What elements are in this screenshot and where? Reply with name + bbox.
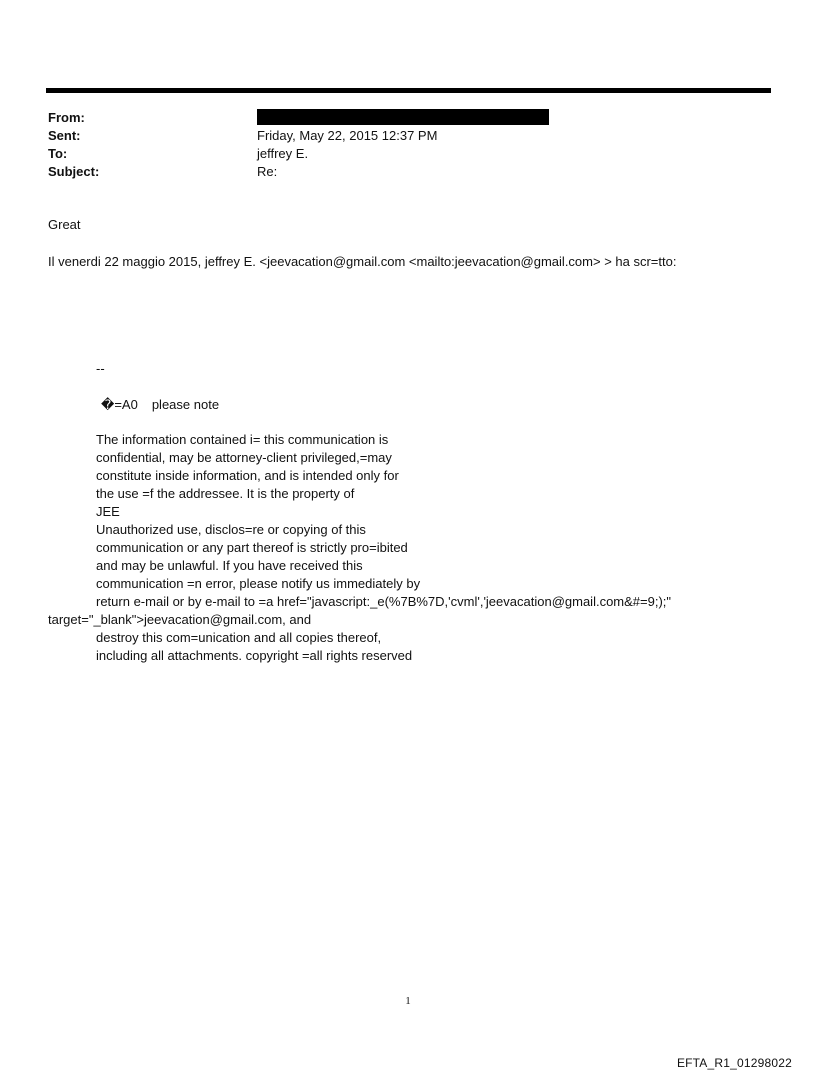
disclaimer-line: the use =f the addressee. It is the property of — [96, 486, 355, 501]
disclaimer-line: destroy this com=unication and all copies thereof, — [96, 630, 382, 645]
from-label: From: — [48, 110, 85, 125]
disclaimer-line: confidential, may be attorney-client privileged,=may — [96, 450, 392, 465]
signature-dashes: -- — [96, 361, 105, 376]
disclaimer-line: return e-mail or by e-mail to =a href="javascript:_e(%7B%7D,'cvml','jeevacation@gmail.com&#=9;);" — [96, 594, 672, 609]
disclaimer-line: constitute inside information, and is intended only for — [96, 468, 399, 483]
to-value: jeffrey E. — [257, 146, 309, 161]
note-line — [101, 396, 219, 414]
to-label: To: — [48, 146, 68, 161]
greeting-text: Great — [48, 217, 81, 232]
disclaimer-line: communication =n error, please notify us immediately by — [96, 576, 421, 591]
page-number: 1 — [405, 995, 411, 1007]
disclaimer-line: Unauthorized use, disclos=re or copying of this — [96, 522, 366, 537]
redaction-bar — [257, 109, 549, 125]
subject-value: Re: — [257, 164, 278, 179]
disclaimer-line: including all attachments. copyright =all rights reserved — [96, 648, 413, 663]
sent-label: Sent: — [48, 128, 81, 143]
sent-value: Friday, May 22, 2015 12:37 PM — [257, 128, 438, 143]
disclaimer-line-wrapped: target="_blank">jeevacation@gmail.com, and — [48, 612, 312, 627]
disclaimer-block — [48, 431, 671, 665]
disclaimer-line: and may be unlawful. If you have received this — [96, 558, 363, 573]
subject-label: Subject: — [48, 164, 100, 179]
disclaimer-line: JEE — [96, 504, 120, 519]
bates-number: EFTA_R1_01298022 — [676, 1056, 792, 1070]
note-text: please note — [151, 397, 220, 412]
note-prefix: �=A0 — [101, 397, 138, 412]
quote-intro: Il venerdi 22 maggio 2015, jeffrey E. <jeevacation@gmail.com <mailto:jeevacation@gmail.com> > ha scr=tto: — [48, 254, 677, 269]
disclaimer-line: The information contained i= this communication is — [96, 432, 389, 447]
disclaimer-line: communication or any part thereof is strictly pro=ibited — [96, 540, 408, 555]
header-rule — [46, 88, 771, 93]
